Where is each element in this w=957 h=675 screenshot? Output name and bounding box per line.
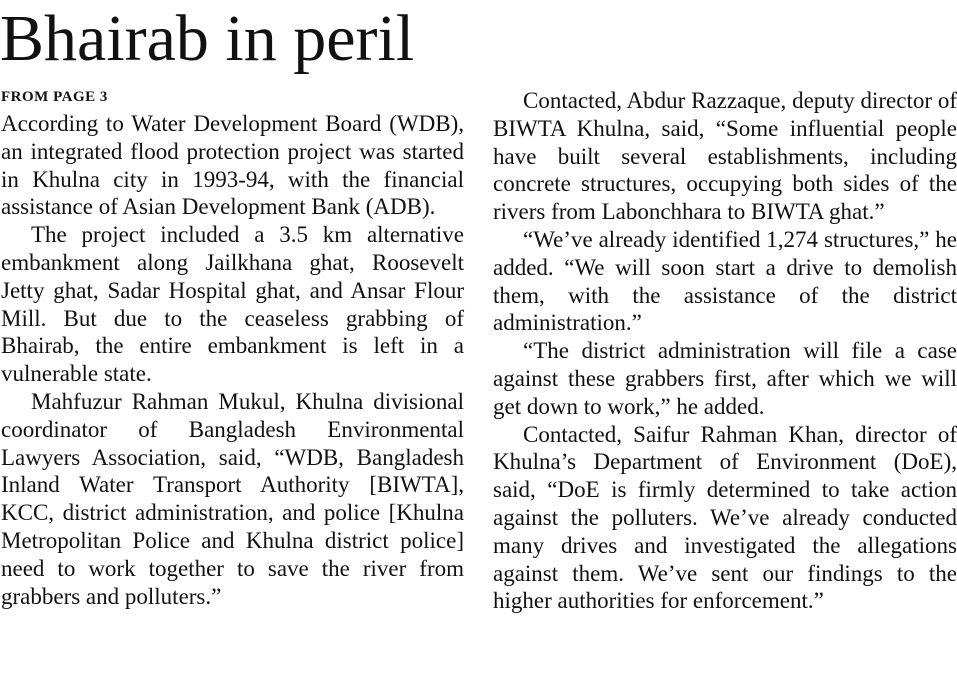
paragraph: Contacted, Abdur Razzaque, deputy director of BIWTA Khulna, said, “Some influential people have built several establishments, including concrete structures, occupying both sides of the rivers from Labonchhara to BIWTA ghat.”	[493, 88, 957, 225]
paragraph: The project included a 3.5 km alternative embankment along Jailkhana ghat, Roosevelt Jetty ghat, Sadar Hospital ghat, and Ansar Flour Mill. But due to the ceaseless grabbing of Bhairab, the entire embankment is left in a vulnerable state.	[1, 222, 464, 387]
paragraph: According to Water Development Board (WDB), an integrated flood protection project was started in Khulna city in 1993-94, with the financial assistance of Asian Development Bank (ADB).	[1, 111, 464, 220]
jump-line: FROM PAGE 3	[1, 89, 108, 105]
headline: Bhairab in peril	[0, 2, 415, 75]
paragraph: “We’ve already identified 1,274 structures,” he added. “We will soon start a drive to demolish them, with the assistance of the district administration.”	[493, 226, 957, 336]
paragraph: Mahfuzur Rahman Mukul, Khulna divisional coordinator of Bangladesh Environmental Lawyers Association, said, “WDB, Bangladesh Inland Water Transport Authority [BIWTA], KCC, district administration, and police [Khulna Metropolitan Police and Khulna district police] need to work together to save the river from grabbers and polluters.”	[1, 388, 464, 609]
left-column	[1, 110, 464, 610]
right-column	[493, 87, 957, 615]
paragraph: “The district administration will file a case against these grabbers first, after which we will get down to work,” he added.	[493, 338, 957, 419]
paragraph: Contacted, Saifur Rahman Khan, director of Khulna’s Department of Environment (DoE), said, “DoE is firmly determined to take action against the polluters. We’ve already conducted many drives and investigated the allegations against them. We’ve sent our findings to the higher authorities for enforcement.”	[493, 421, 957, 614]
